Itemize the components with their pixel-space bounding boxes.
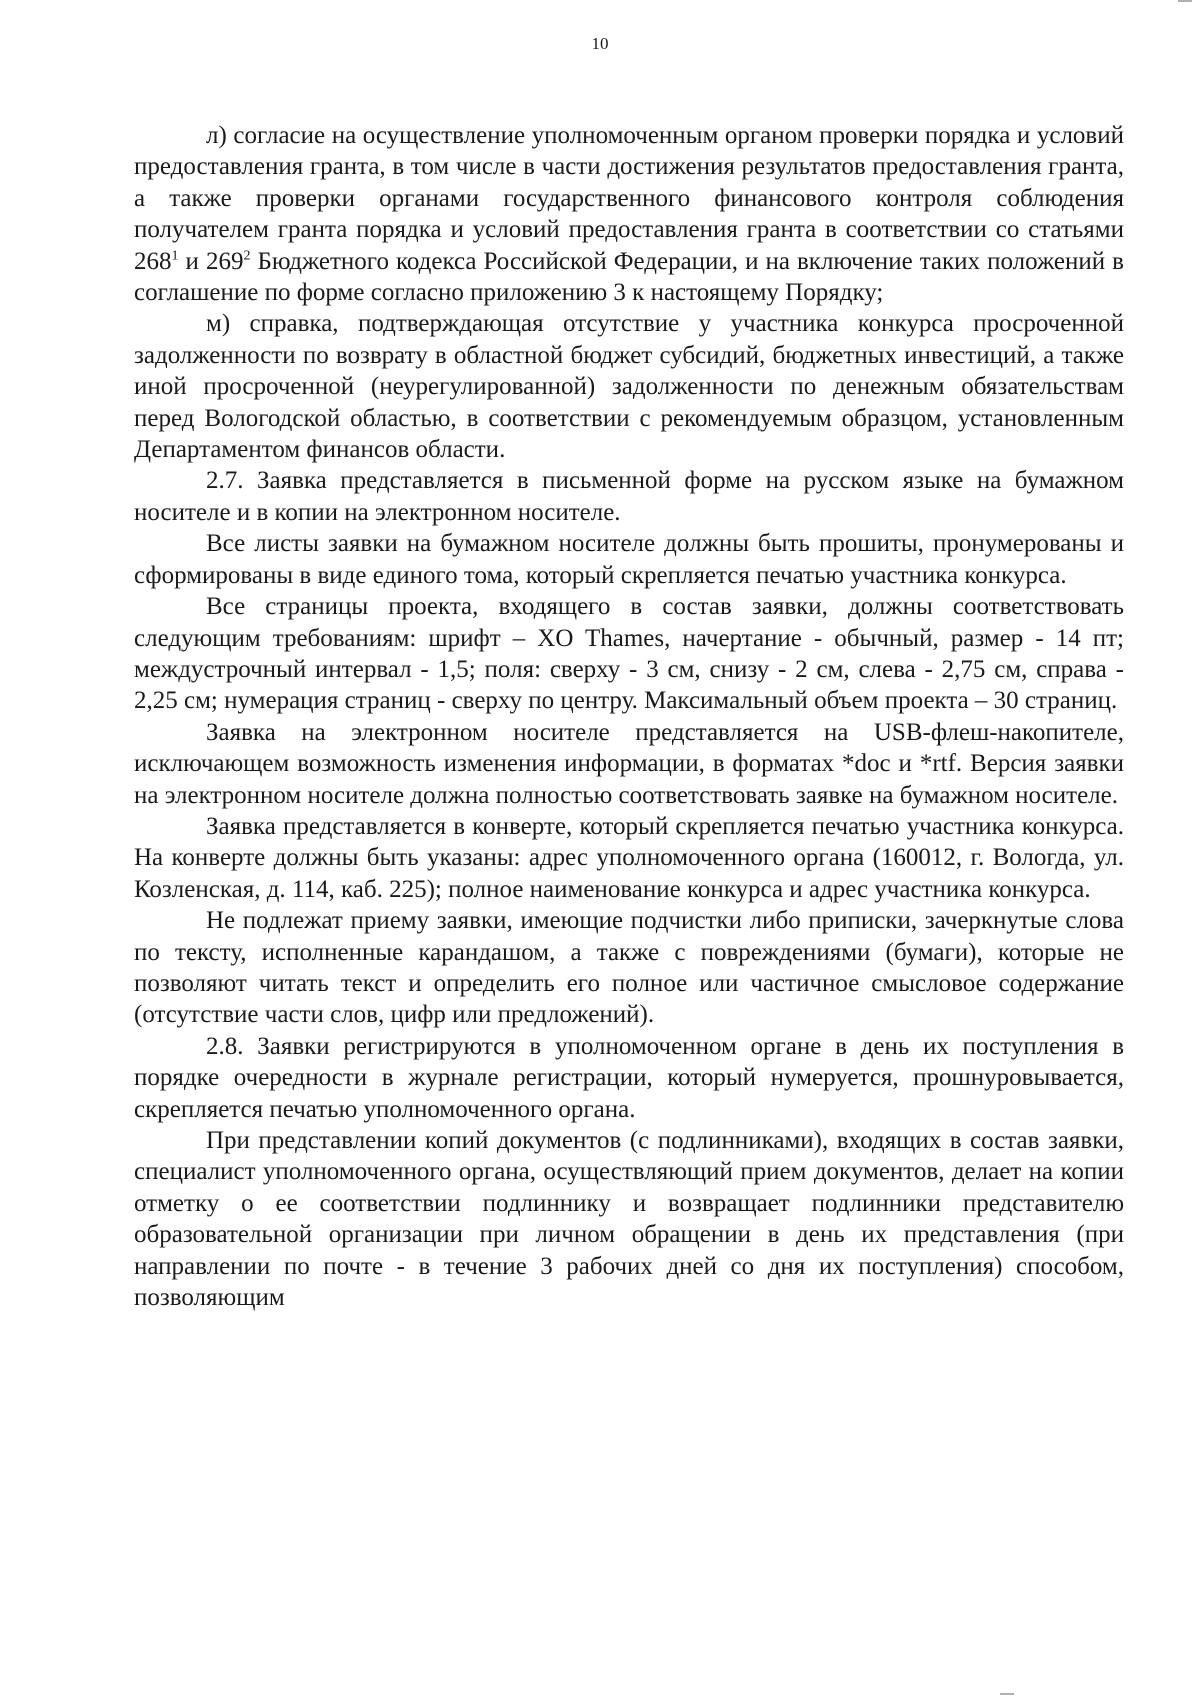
paragraph-envelope: Заявка представляется в конверте, который скрепляется печатью участника конкурса. На конверте должны быть указаны: адрес уполномоченного органа (160012, г. Вологда, ул. Козленская, д. 114, каб. 225); полное наименование конкурса и адрес участника конкурса. [134, 812, 1124, 903]
scan-mark-bottom [1000, 1693, 1014, 1695]
paragraph-all-sheets: Все листы заявки на бумажном носителе должны быть прошиты, пронумерованы и сформированы в виде единого тома, который скрепляется печатью участника конкурса. [134, 530, 1124, 589]
page-number: 10 [591, 34, 609, 53]
paragraph-copies: При представлении копий документов (с подлинниками), входящих в состав заявки, специалист уполномоченного органа, осуществляющий прием документов, делает на копии отметку о ее соответствии подлиннику и возвращает подлинники представителю образовательной организации при личном обращении в день их представления (при направлении по почте - в течение 3 рабочих дней со дня их поступления) способом, позволяющим [134, 1127, 1124, 1312]
article-superscript: 2 [243, 248, 251, 264]
paragraph-2-7: 2.7. Заявка представляется в письменной форме на русском языке на бумажном носителе и в копии на электронном носителе. [134, 467, 1124, 526]
document-body [134, 120, 1124, 1313]
scan-mark-top [1178, 0, 1192, 2]
paragraph-electronic-copy: Заявка на электронном носителе представляется на USB-флеш-накопителе, исключающем возможность изменения информации, в форматах *doc и *rtf. Версия заявки на электронном носителе должна полностью соответствовать заявке на бумажном носителе. [134, 718, 1124, 809]
paragraph-item-m: м) справка, подтверждающая отсутствие у участника конкурса просроченной задолженности по возврату в областной бюджет субсидий, бюджетных инвестиций, а также иной просроченной (неурегулированной) задолженности по денежным обязательствам перед Вологодской областью, в соответствии с рекомендуемым образцом, установленным Департаментом финансов области. [134, 310, 1124, 464]
paragraph-not-accepted: Не подлежат приему заявки, имеющие подчистки либо приписки, зачеркнутые слова по тексту, исполненные карандашом, а также с повреждениями (бумаги), которые не позволяют читать текст и определить его полное или частичное смысловое содержание (отсутствие части слов, цифр или предложений). [134, 907, 1124, 1029]
paragraph-page-requirements: Все страницы проекта, входящего в состав заявки, должны соответствовать следующим требованиям: шрифт – XO Thames, начертание - обычный, размер - 14 пт; междустрочный интервал - 1,5; поля: сверху - 3 см, снизу - 2 см, слева - 2,75 см, справа - 2,25 см; нумерация страниц - сверху по центру. Максимальный объем проекта – 30 страниц. [134, 593, 1124, 715]
paragraph-2-8: 2.8. Заявки регистрируются в уполномоченном органе в день их поступления в порядке очередности в журнале регистрации, который нумеруется, прошнуровывается, скрепляется печатью уполномоченного органа. [134, 1032, 1124, 1123]
article-superscript: 1 [171, 248, 179, 264]
paragraph-item-l: л) согласие на осуществление уполномоченным органом проверки порядка и условий предоставления гранта, в том числе в части достижения результатов предоставления гранта, а также проверки органами государственного финансового контроля соблюдения получателем гранта порядка и условий предоставления гранта в соответствии со статьями $268^1$ и $269^2$ Бюджетного кодекса Российской Федерации, и на включение таких положений в соглашение по форме согласно приложению 3 к настоящему Порядку; [134, 122, 1124, 307]
